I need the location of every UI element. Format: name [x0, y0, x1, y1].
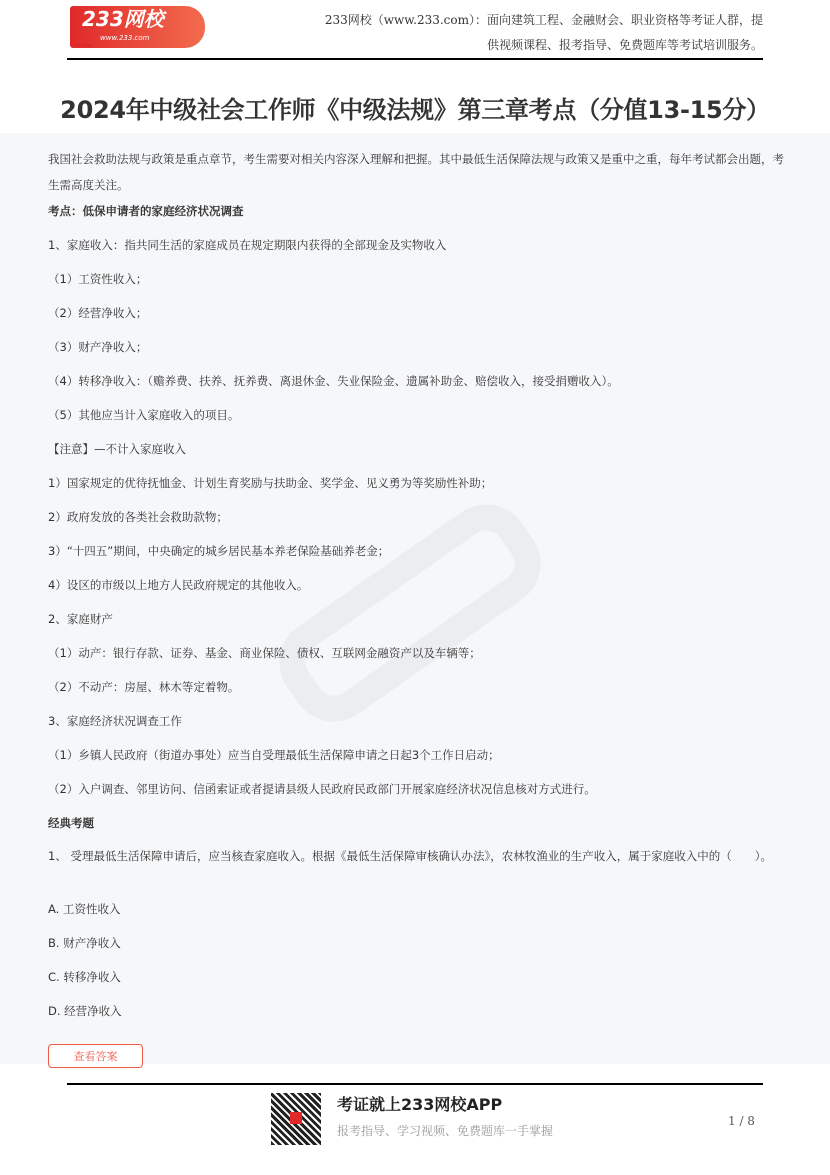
text-line: （1）动产：银行存款、证券、基金、商业保险、债权、互联网金融资产以及车辆等；: [48, 646, 481, 660]
text-line: 4）设区的市级以上地方人民政府规定的其他收入。: [48, 578, 309, 592]
text-line: （3）财产净收入；: [48, 340, 148, 354]
app-promo-subtitle: 报考指导、学习视频、免费题库一手掌握: [337, 1124, 554, 1138]
question-text: 1、 受理最低生活保障申请后，应当核查家庭收入。根据《最低生活保障审核确认办法》，农林牧渔业的生产收入，属于家庭收入中的（ ）。: [48, 849, 772, 863]
text-line: 1）国家规定的优待抚恤金、计划生育奖励与扶助金、奖学金、见义勇为等奖励性补助；: [48, 476, 493, 490]
text-line: 3、家庭经济状况调查工作: [48, 714, 182, 728]
page-title: 2024年中级社会工作师《中级法规》第三章考点（分值13-15分）: [60, 96, 770, 124]
article-content: [48, 150, 788, 1036]
text-line: 3）“十四五”期间，中央确定的城乡居民基本养老保险基础养老金；: [48, 544, 390, 558]
tagline-line: 供视频课程、报考指导、免费题库等考试培训服务。: [486, 38, 763, 52]
text-line: 2、家庭财产: [48, 612, 113, 626]
section-heading: 经典考题: [48, 816, 94, 830]
text-line: （4）转移净收入：（赡养费、扶养、抚养费、离退休金、失业保险金、遗属补助金、赔偿收入，接受捐赠收入）。: [48, 374, 619, 388]
app-promo-title: 考证就上233网校APP: [337, 1095, 503, 1114]
intro-paragraph: 我国社会救助法规与政策是重点章节，考生需要对相关内容深入理解和把握。其中最低生活保障法规与政策又是重中之重，每年考试都会出题，考生需高度关注。: [48, 152, 784, 192]
footer-divider: [67, 1083, 763, 1085]
qr-code-icon: [271, 1093, 321, 1145]
option-b: B. 财产净收入: [48, 936, 121, 950]
header-divider: [67, 58, 763, 60]
text-line: （1）工资性收入；: [48, 272, 148, 286]
text-line: （5）其他应当计入家庭收入的项目。: [48, 408, 240, 422]
text-line: 1、家庭收入：指共同生活的家庭成员在规定期限内获得的全部现金及实物收入: [48, 238, 447, 252]
logo-text: 233网校: [82, 7, 164, 31]
text-line: （2）入户调查、邻里访问、信函索证或者提请县级人民政府民政部门开展家庭经济状况信息核对方式进行。: [48, 782, 596, 796]
text-line: 【注意】—不计入家庭收入: [48, 442, 186, 456]
text-line: 2）政府发放的各类社会救助款物；: [48, 510, 228, 524]
text-line: （2）不动产：房屋、林木等定着物。: [48, 680, 240, 694]
article-body: [0, 133, 830, 1064]
logo-url: www.233.com: [100, 34, 150, 42]
page-number: 1 / 8: [728, 1114, 755, 1128]
logo-decoration: [71, 44, 91, 47]
section-heading: 考点：低保申请者的家庭经济状况调查: [48, 204, 244, 218]
option-d: D. 经营净收入: [48, 1004, 122, 1018]
header-tagline: [183, 8, 763, 58]
option-c: C. 转移净收入: [48, 970, 121, 984]
tagline-line: 233网校（www.233.com）：面向建筑工程、金融财会、职业资格等考证人群，提: [324, 13, 763, 27]
option-a: A. 工资性收入: [48, 902, 121, 916]
text-line: （2）经营净收入；: [48, 306, 148, 320]
text-line: （1）乡镇人民政府（街道办事处）应当自受理最低生活保障申请之日起3个工作日启动；: [48, 748, 500, 762]
view-answer-button[interactable]: 查看答案: [48, 1044, 143, 1068]
